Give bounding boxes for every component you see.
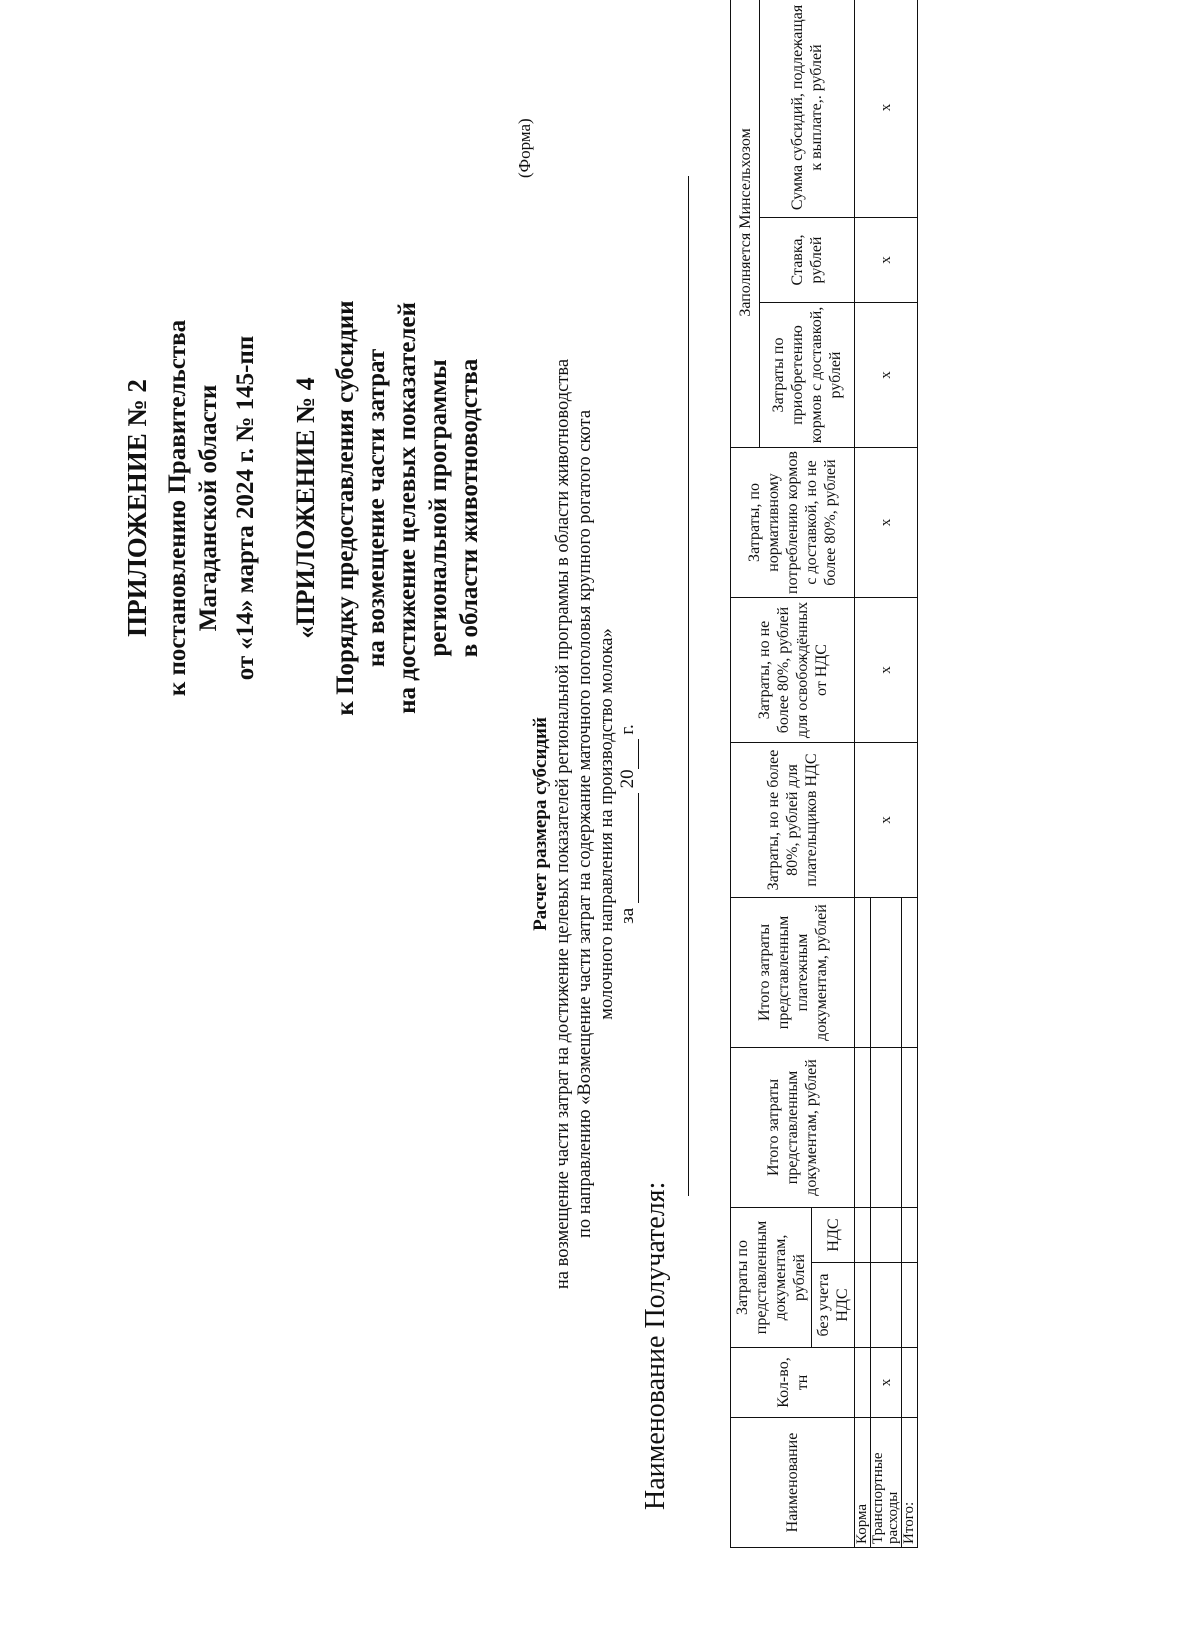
cell-total-docs <box>902 1047 918 1207</box>
cell-total-pay <box>855 897 871 1047</box>
header-costs-by-documents: Затраты по представленным документам, рублей <box>731 1207 812 1347</box>
cell-total-pay <box>871 897 902 1047</box>
header-name: Наименование <box>731 1418 855 1548</box>
subsidy-table <box>730 0 918 1548</box>
calculation-line-2: по направлению «Возмещение части затрат на содержание маточного поголовья крупного рогатого скота <box>575 409 595 1239</box>
header-costs-vat-payers: Затраты, но не более 80%, рублей для плательщиков НДС <box>731 742 855 897</box>
procedure-reference <box>330 18 485 998</box>
period-prefix: за <box>617 907 638 924</box>
cell-total-docs <box>871 1047 902 1207</box>
procedure-appendix-title: «ПРИЛОЖЕНИЕ № 4 <box>291 377 320 639</box>
cell-normative: х <box>855 447 918 597</box>
cell-vat-exempt: х <box>855 597 918 742</box>
table-header-row-1 <box>731 0 760 1548</box>
header-vat: НДС <box>812 1207 855 1262</box>
header-total-by-documents: Итого затраты представленным документам, рублей <box>731 1047 855 1207</box>
recipient-label: Наименование Получателя: <box>640 1181 671 1510</box>
period-month-blank <box>620 793 639 903</box>
cell-feed-purchase: х <box>855 302 918 447</box>
procedure-line-2: на возмещение части затрат <box>363 348 390 668</box>
header-costs-normative: Затраты, по нормативному потреблению кормов с доставкой, но не более 80%, рублей <box>731 447 855 597</box>
cell-quantity <box>902 1348 918 1418</box>
appendix-title: ПРИЛОЖЕНИЕ № 2 <box>122 379 152 637</box>
calculation-title: Расчет размера субсидий <box>530 717 551 931</box>
header-costs-vat-exempt: Затраты, но не более 80%, рублей для освобождённых от НДС <box>731 597 855 742</box>
header-ministry-group: Заполняется Минсельхозом <box>731 0 760 447</box>
table-row-feed <box>855 0 871 1548</box>
decree-date: от «14» марта 2024 г. № 145-пп <box>232 335 259 681</box>
form-label: (Форма) <box>515 118 534 178</box>
cell-quantity: х <box>871 1348 902 1418</box>
cell-vat <box>855 1207 871 1262</box>
cell-without-vat <box>871 1263 902 1348</box>
cell-subsidy: х <box>855 0 918 217</box>
header-without-vat: без учета НДС <box>812 1263 855 1348</box>
cell-name: Транспортные расходы <box>871 1418 902 1548</box>
recipient-blank-line <box>688 176 689 1196</box>
cell-without-vat <box>902 1263 918 1348</box>
calculation-line-3: молочного направления на производство молока» <box>597 628 617 1020</box>
cell-total-docs <box>855 1047 871 1207</box>
header-quantity: Кол-во, тн <box>731 1348 855 1418</box>
header-feed-purchase: Затраты по приобретению кормов с доставкой, рублей <box>760 302 855 447</box>
decree-line-2: Магаданской области <box>195 384 222 632</box>
cell-without-vat <box>855 1263 871 1348</box>
period-year-blank <box>620 739 639 769</box>
procedure-line-1: к Порядку предоставления субсидии <box>332 300 359 716</box>
cell-vat <box>902 1207 918 1262</box>
header-rate: Ставка, рублей <box>760 217 855 302</box>
cell-rate: х <box>855 217 918 302</box>
procedure-line-3: на достижение целевых показателей <box>394 302 421 714</box>
decree-line-1: к постановлению Правительства <box>164 319 191 697</box>
cell-vat <box>871 1207 902 1262</box>
header-total-by-payment-documents: Итого затраты представленным платежным документам, рублей <box>731 897 855 1047</box>
header-subsidy-amount: Сумма субсидий, подлежащая к выплате,. рублей <box>760 0 855 217</box>
period-suffix: г. <box>617 724 638 735</box>
cell-total-pay <box>902 897 918 1047</box>
period-line <box>617 0 639 1648</box>
period-year: 20 <box>617 769 638 789</box>
cell-name: Итого: <box>902 1418 918 1548</box>
procedure-line-5: в области животноводства <box>456 358 483 658</box>
decree-reference <box>162 18 224 998</box>
cell-name: Корма <box>855 1418 871 1548</box>
calculation-line-1: на возмещение части затрат на достижение целевых показателей региональной программы в области животноводства <box>553 358 573 1290</box>
cell-quantity <box>855 1348 871 1418</box>
procedure-line-4: региональной программы <box>425 359 452 657</box>
cell-vat-payers: х <box>855 742 918 897</box>
